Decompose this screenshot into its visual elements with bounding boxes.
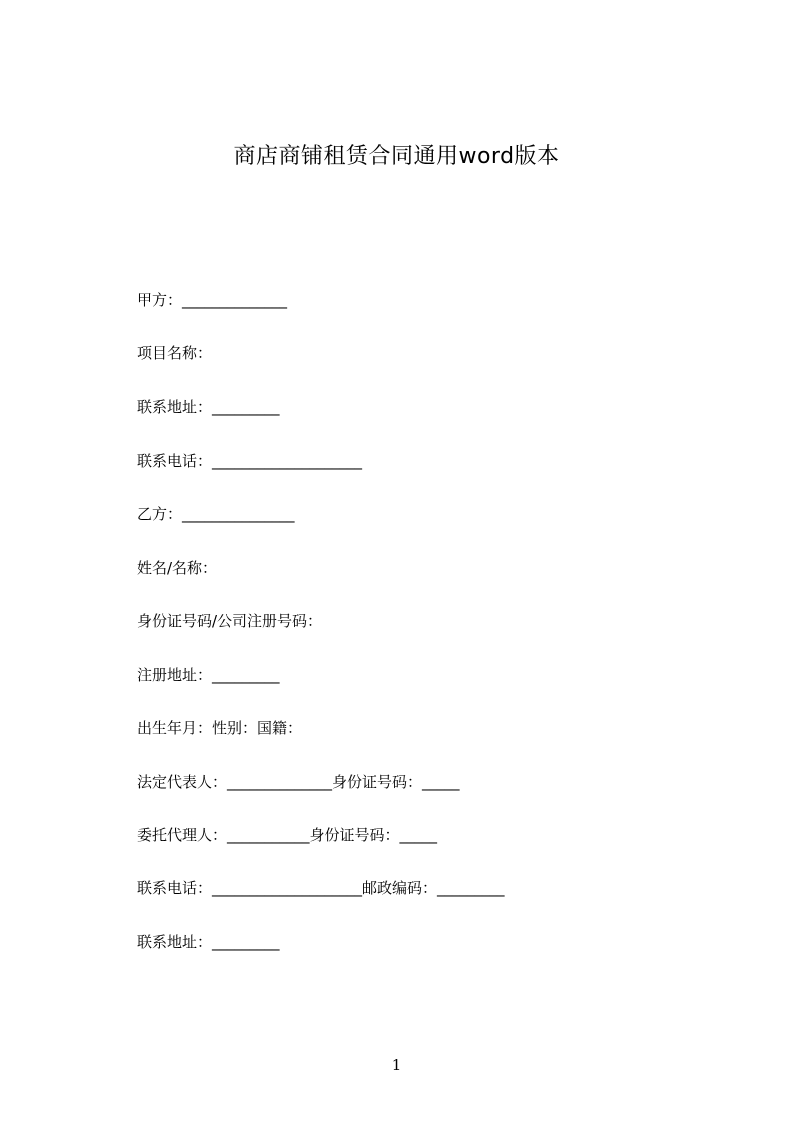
project-name-line: 项目名称： bbox=[137, 344, 213, 362]
registered-address-line: 注册地址：_________ bbox=[137, 666, 280, 684]
authorized-agent-line: 委托代理人：___________身份证号码：_____ bbox=[137, 826, 438, 844]
party-b-phone-postcode-line: 联系电话：____________________邮政编码：_________ bbox=[137, 879, 505, 897]
page-number: 1 bbox=[391, 1056, 402, 1074]
party-a-address-line: 联系地址：_________ bbox=[137, 398, 280, 416]
party-a-line: 甲方：______________ bbox=[137, 291, 288, 309]
party-b-line: 乙方：_______________ bbox=[137, 505, 295, 523]
id-number-line: 身份证号码/公司注册号码： bbox=[137, 612, 323, 630]
name-line: 姓名/名称： bbox=[137, 559, 218, 577]
legal-representative-line: 法定代表人：______________身份证号码：_____ bbox=[137, 773, 460, 791]
document-title: 商店商铺租赁合同通用word版本 bbox=[233, 144, 560, 169]
birth-gender-nationality-line: 出生年月：性别：国籍： bbox=[137, 719, 303, 737]
party-b-address-line: 联系地址：_________ bbox=[137, 933, 280, 951]
party-a-phone-line: 联系电话：____________________ bbox=[137, 452, 363, 470]
